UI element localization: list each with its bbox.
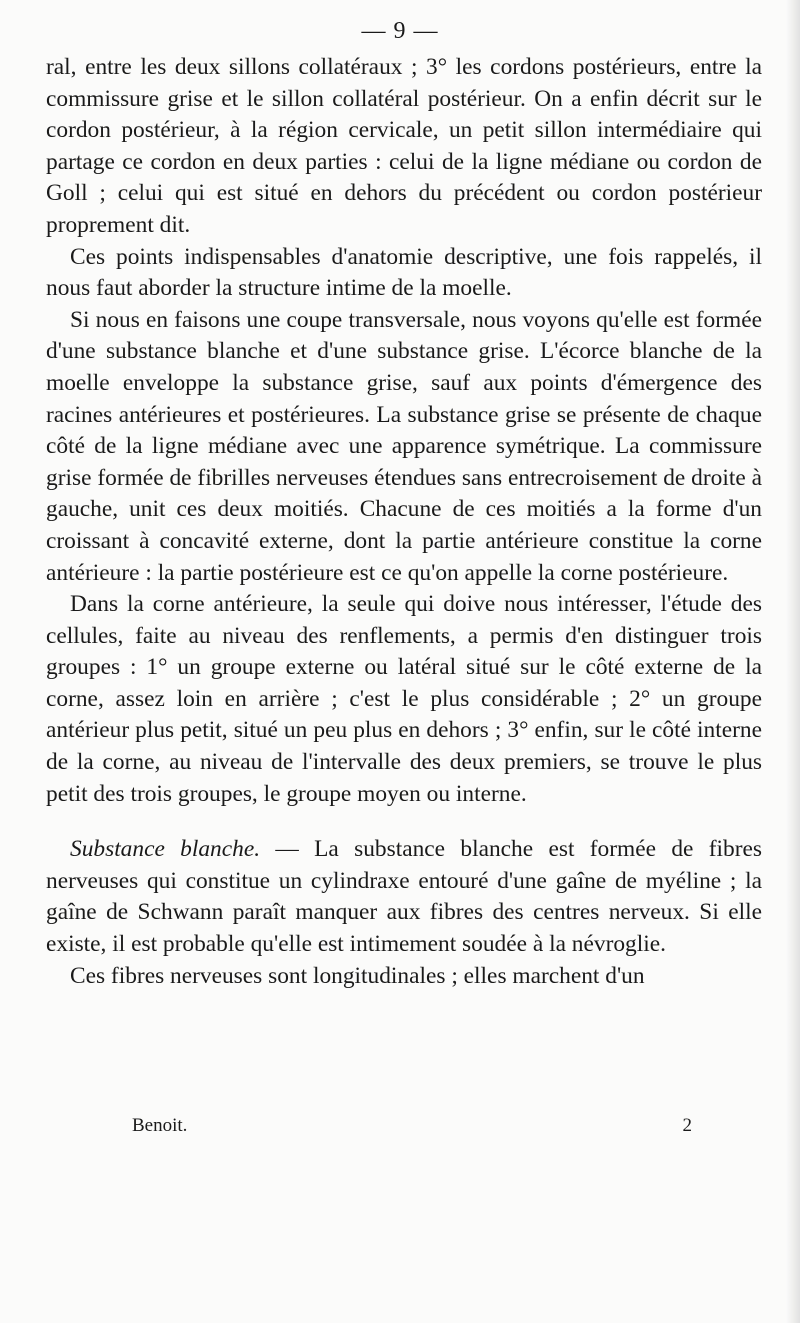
paragraph-transverse-section: Si nous en faisons une coupe transversale, nous voyons qu'elle est formée d'une substance blanche et d'une substance grise. L'écorce blanche de la moelle enveloppe la substance grise, sauf aux points d'émergence des racines antérieures et postérieures. La substance grise se présente de chaque côté de la ligne médiane avec une apparence symétrique. La commissure grise formée de fibrilles nerveuses étendues sans entrecroisement de droite à gauche, unit ces deux moitiés. Chacune de ces moitiés a la forme d'un croissant à concavité externe, dont la partie antérieure constitue la corne antérieure : la partie postérieure est ce qu'on appelle la corne postérieure.	[46, 306, 762, 586]
sheet-number: 2	[682, 1115, 692, 1136]
section-text: — La substance blanche est formée de fibres nerveuses qui constitue un cylindraxe entouré d'une gaîne de myéline ; la gaîne de Schwann paraît manquer aux fibres des centres nerveux. Si elle existe, il est probable qu'elle est intimement soudée à la névroglie.	[46, 836, 762, 958]
paragraph-anterior-horn: Dans la corne antérieure, la seule qui doive nous intéresser, l'étude des cellules, faite au niveau des renflements, a permis d'en distinguer trois groupes : 1° un groupe externe ou latéral situé sur le côté externe de la corne, assez loin en arrière ; c'est le plus considérable ; 2° un groupe antérieur plus petit, situé un peu plus en dehors ; 3° enfin, sur le côté interne de la corne, au niveau de l'intervalle des deux premiers, se trouve le plus petit des trois groupes, le groupe moyen ou interne.	[46, 591, 762, 807]
signature-mark: Benoit.	[132, 1115, 188, 1136]
section-title: Substance blanche.	[70, 836, 261, 863]
page-body	[46, 52, 762, 992]
page-edge-shadow	[786, 0, 800, 1323]
paragraph-gap	[46, 810, 762, 834]
page-number: — 9 —	[361, 18, 439, 44]
paragraph-longitudinal-fibres: Ces fibres nerveuses sont longitudinales ; elles marchent d'un	[70, 962, 645, 989]
paragraph-anatomy-recall: Ces points indispensables d'anatomie descriptive, une fois rappelés, il nous faut aborder la structure intime de la moelle.	[46, 243, 762, 302]
paragraph-white-substance	[46, 834, 762, 960]
paragraph-continuation: ral, entre les deux sillons collatéraux ; 3° les cordons postérieurs, entre la commissure grise et le sillon collatéral postérieur. On a enfin décrit sur le cordon postérieur, à la région cervicale, un petit sillon intermédiaire qui partage ce cordon en deux parties : celui de la ligne médiane ou cordon de Goll ; celui qui est situé en dehors du précédent ou cordon postérieur proprement dit.	[46, 54, 762, 238]
